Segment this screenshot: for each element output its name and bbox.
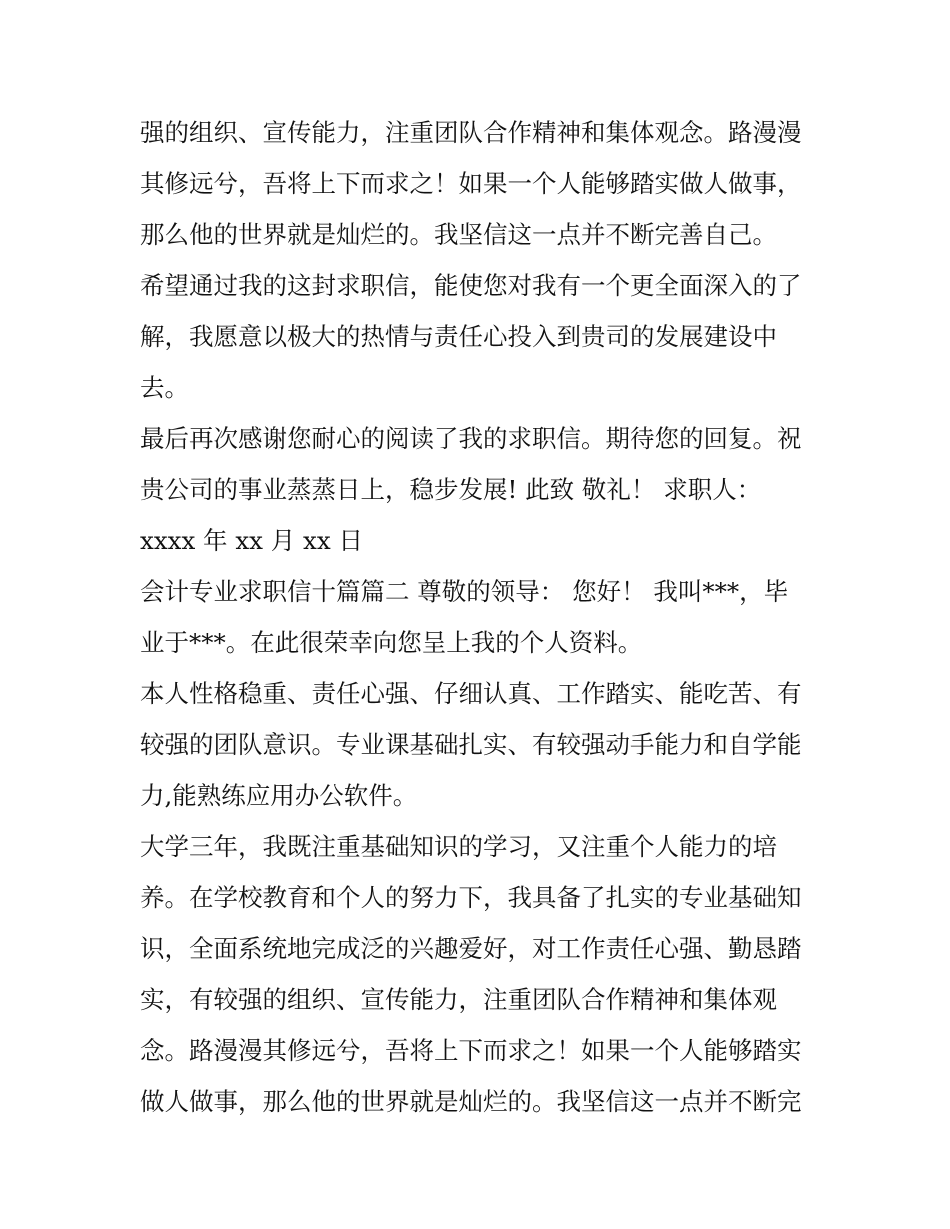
- document-body: [140, 107, 815, 1127]
- text-line: 识，全面系统地完成泛的兴趣爱好，对工作责任心强、勤恳踏: [140, 934, 802, 963]
- text-line: 解，我愿意以极大的热情与责任心投入到贵司的发展建设中: [140, 322, 777, 351]
- text-line: 希望通过我的这封求职信，能使您对我有一个更全面深入的了: [140, 271, 802, 300]
- text-line: 强的组织、宣传能力，注重团队合作精神和集体观念。路漫漫: [140, 118, 802, 147]
- text-line: 做人做事，那么他的世界就是灿烂的。我坚信这一点并不断完: [140, 1087, 802, 1116]
- date-line: xxxx 年 xx 月 xx 日: [140, 526, 363, 555]
- text-line: 实，有较强的组织、宣传能力，注重团队合作精神和集体观: [140, 985, 777, 1014]
- text-line: 其修远兮，吾将上下而求之！如果一个人能够踏实做人做事，: [140, 169, 802, 198]
- text-line: 养。在学校教育和个人的努力下，我具备了扎实的专业基础知: [140, 883, 802, 912]
- text-line: 本人性格稳重、责任心强、仔细认真、工作踏实、能吃苦、有: [140, 679, 802, 708]
- text-line: 那么他的世界就是灿烂的。我坚信这一点并不断完善自己。: [140, 220, 777, 249]
- text-line: 念。路漫漫其修远兮，吾将上下而求之！如果一个人能够踏实: [140, 1036, 802, 1065]
- text-line: 业于***。在此很荣幸向您呈上我的个人资料。: [140, 628, 643, 657]
- text-line: 最后再次感谢您耐心的阅读了我的求职信。期待您的回复。祝: [140, 424, 802, 453]
- text-line: 会计专业求职信十篇篇二 尊敬的领导： 您好！ 我叫***，毕: [140, 577, 789, 606]
- text-line: 力,能熟练应用办公软件。: [140, 781, 418, 810]
- text-line: 大学三年，我既注重基础知识的学习，又注重个人能力的培: [140, 832, 777, 861]
- text-line: 较强的团队意识。专业课基础扎实、有较强动手能力和自学能: [140, 730, 802, 759]
- text-line: 去。: [140, 373, 189, 402]
- text-line: 贵公司的事业蒸蒸日上，稳步发展! 此致 敬礼！ 求职人：: [140, 475, 762, 504]
